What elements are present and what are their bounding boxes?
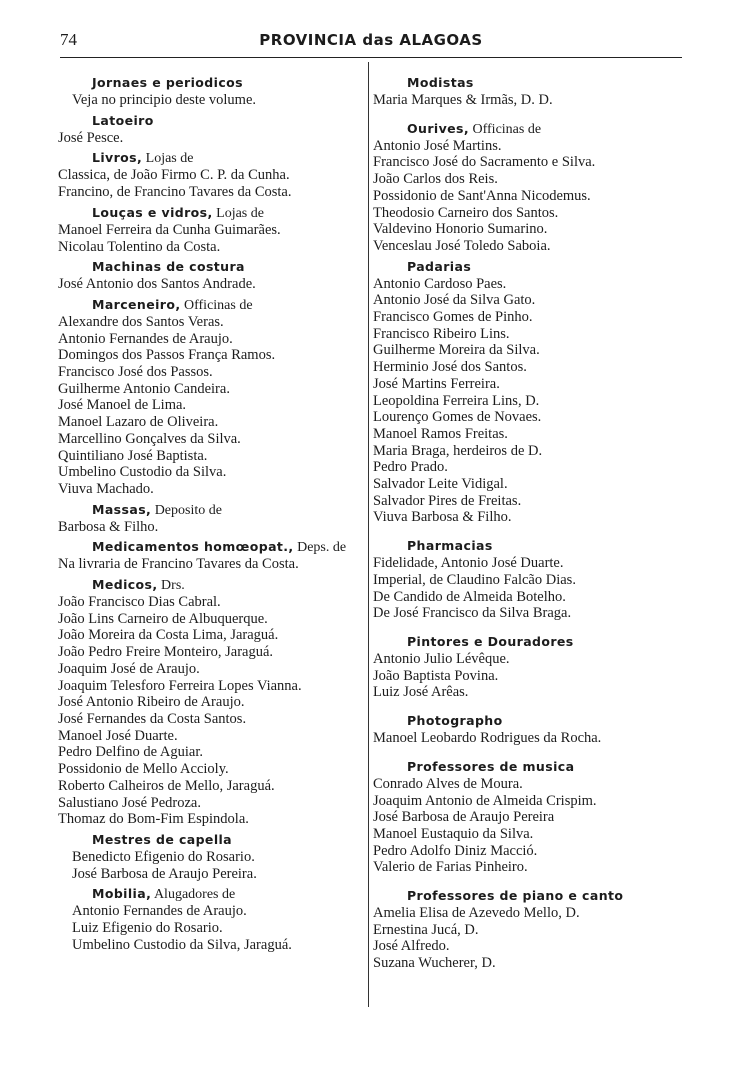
directory-entry: Venceslau José Toledo Saboia. [373, 237, 551, 254]
directory-entry: Barbosa & Filho. [58, 518, 159, 535]
directory-entry: Manoel Leobardo Rodrigues da Rocha. [373, 730, 602, 747]
directory-entry: Ernestina Jucá, D. [373, 921, 479, 938]
directory-entry: Luiz José Arêas. [373, 684, 469, 701]
directory-entry: Manoel Ramos Freitas. [373, 425, 508, 442]
section-heading [373, 712, 678, 730]
section-heading-title: Louças e vidros, [92, 204, 213, 220]
section-heading-suffix: Alugadores de [151, 887, 236, 903]
directory-entry: José Barbosa de Araujo Pereira. [72, 865, 257, 882]
directory-entry: Theodosio Carneiro dos Santos. [373, 204, 559, 221]
section-ourives [373, 120, 678, 255]
directory-entry: Francisco Gomes de Pinho. [373, 309, 533, 326]
section-heading [58, 501, 372, 519]
section-heading [58, 112, 372, 130]
section-professores-de-piano-e-canto [373, 887, 678, 972]
section-modistas [373, 74, 678, 109]
directory-entry: Alexandre dos Santos Veras. [58, 313, 224, 330]
section-heading [373, 633, 678, 651]
directory-entry: Joaquim Antonio de Almeida Crispim. [373, 792, 597, 809]
directory-entry: Suzana Wucherer, D. [373, 955, 496, 972]
section-heading-suffix: Officinas de [180, 297, 253, 313]
section-jornaes-e-periodicos [58, 74, 372, 109]
right-column [373, 74, 678, 975]
section-heading-title: Pharmacias [407, 538, 493, 554]
directory-entry: Antonio José Martins. [373, 137, 502, 154]
directory-entry: Pedro Delfino de Aguiar. [58, 744, 203, 761]
directory-entry: João Moreira da Costa Lima, Jaraguá. [58, 627, 279, 644]
section-heading-title: Mestres de capella [92, 831, 233, 847]
directory-entry: Manoel José Duarte. [58, 727, 178, 744]
directory-entry: Thomaz do Bom-Fim Espindola. [58, 811, 249, 828]
section-heading [373, 74, 678, 92]
section-pharmacias [373, 537, 678, 622]
directory-entry: Francisco José do Sacramento e Silva. [373, 154, 596, 171]
directory-entry: Luiz Efigenio do Rosario. [72, 920, 223, 937]
directory-entry: Na livraria de Francino Tavares da Costa. [58, 556, 299, 573]
section-spacer [373, 529, 678, 537]
section-medicamentos-hom-opat [58, 538, 372, 573]
directory-entry: De José Francisco da Silva Braga. [373, 605, 572, 622]
directory-entry: Umbelino Custodio da Silva. [58, 464, 227, 481]
section-heading [58, 149, 372, 167]
section-heading [58, 204, 372, 222]
section-heading-title: Massas, [92, 501, 152, 517]
directory-entry: Francino, de Francino Tavares da Costa. [58, 184, 292, 201]
section-heading [373, 537, 678, 555]
section-spacer [373, 879, 678, 887]
directory-entry: Fidelidade, Antonio José Duarte. [373, 555, 564, 572]
directory-entry: Roberto Calheiros de Mello, Jaraguá. [58, 777, 275, 794]
directory-entry: Maria Marques & Irmãs, D. D. [373, 92, 553, 108]
directory-entry: João Francisco Dias Cabral. [58, 594, 221, 611]
directory-entry: Antonio Julio Lévêque. [373, 650, 510, 667]
directory-entry: Antonio Cardoso Paes. [373, 275, 507, 292]
directory-entry: José Fernandes da Costa Santos. [58, 710, 247, 727]
directory-entry: João Baptista Povina. [373, 667, 499, 684]
directory-entry: Antonio José da Silva Gato. [373, 292, 536, 309]
directory-entry: Lourenço Gomes de Novaes. [373, 409, 542, 426]
directory-entry: Valerio de Farias Pinheiro. [373, 859, 528, 876]
directory-entry: Antonio Fernandes de Araujo. [72, 903, 247, 920]
directory-entry: Pedro Prado. [373, 459, 448, 476]
directory-entry: José Antonio Ribeiro de Araujo. [58, 694, 245, 711]
left-column [58, 74, 372, 956]
directory-entry: Veja no principio deste volume. [72, 92, 257, 108]
section-marceneiro [58, 296, 372, 498]
section-heading-title: Latoeiro [92, 112, 154, 128]
section-pintores-e-douradores [373, 633, 678, 701]
section-livros [58, 149, 372, 200]
section-heading-title: Padarias [407, 258, 472, 274]
directory-entry: Herminio José dos Santos. [373, 359, 527, 376]
directory-entry: Salustiano José Pedroza. [58, 794, 201, 811]
section-heading-title: Ourives, [407, 120, 469, 136]
section-heading [373, 758, 678, 776]
directory-entry: Joaquim José de Araujo. [58, 660, 200, 677]
section-heading-title: Photographo [407, 713, 503, 729]
section-medicos [58, 576, 372, 828]
page-number: 74 [60, 30, 77, 49]
page-header [60, 30, 682, 54]
section-heading [58, 74, 372, 92]
section-heading [373, 258, 678, 276]
section-heading [58, 885, 372, 903]
directory-entry: Guilherme Moreira da Silva. [373, 342, 540, 359]
section-heading-title: Livros, [92, 150, 143, 166]
header-rule [60, 57, 682, 58]
directory-entry: José Pesce. [58, 129, 124, 146]
section-spacer [373, 704, 678, 712]
section-heading [58, 258, 372, 276]
section-heading [58, 538, 372, 556]
directory-entry: Possidonio de Sant'Anna Nicodemus. [373, 187, 591, 204]
directory-entry: Valdevino Honorio Sumarino. [373, 221, 548, 238]
directory-entry: Manoel Eustaquio da Silva. [373, 825, 534, 842]
directory-entry: Umbelino Custodio da Silva, Jaraguá. [72, 936, 292, 953]
directory-entry: José Alfredo. [373, 938, 450, 955]
directory-entry: Viuva Machado. [58, 480, 154, 497]
directory-entry: Classica, de João Firmo C. P. da Cunha. [58, 167, 290, 184]
section-spacer [373, 750, 678, 758]
directory-entry: Francisco José dos Passos. [58, 364, 213, 381]
directory-entry: Maria Braga, herdeiros de D. [373, 442, 543, 459]
directory-entry: Joaquim Telesforo Ferreira Lopes Vianna. [58, 677, 302, 694]
section-heading-suffix: Deps. de [293, 540, 347, 556]
directory-entry: Marcellino Gonçalves da Silva. [58, 430, 241, 447]
directory-entry: Benedicto Efigenio do Rosario. [72, 848, 255, 865]
directory-entry: Pedro Adolfo Diniz Macció. [373, 842, 538, 859]
section-heading-title: Machinas de costura [92, 259, 245, 275]
page-title: PROVINCIA das ALAGOAS [259, 31, 483, 49]
directory-entry: José Barbosa de Araujo Pereira [373, 809, 555, 826]
section-heading [58, 831, 372, 849]
directory-entry: Imperial, de Claudino Falcão Dias. [373, 571, 576, 588]
section-heading-title: Mobilia, [92, 886, 152, 902]
section-heading-title: Medicos, [92, 577, 158, 593]
section-professores-de-musica [373, 758, 678, 876]
directory-entry: Francisco Ribeiro Lins. [373, 325, 510, 342]
section-mobilia [58, 885, 372, 953]
directory-entry: José Manoel de Lima. [58, 397, 187, 414]
directory-entry: Antonio Fernandes de Araujo. [58, 330, 233, 347]
directory-entry: João Carlos dos Reis. [373, 171, 498, 188]
directory-entry: Viuva Barbosa & Filho. [373, 509, 512, 526]
section-heading-title: Medicamentos homœopat., [92, 539, 294, 555]
section-heading-suffix: Deposito de [151, 502, 222, 518]
section-photographo [373, 712, 678, 747]
directory-entry: Possidonio de Mello Accioly. [58, 761, 229, 778]
section-loucas-e-vidros [58, 204, 372, 255]
directory-entry: Manoel Ferreira da Cunha Guimarães. [58, 221, 281, 238]
section-latoeiro [58, 112, 372, 147]
section-massas [58, 501, 372, 536]
directory-entry: Amelia Elisa de Azevedo Mello, D. [373, 905, 580, 922]
directory-entry: José Martins Ferreira. [373, 375, 500, 392]
section-spacer [373, 112, 678, 120]
section-heading-title: Professores de musica [407, 758, 575, 774]
directory-entry: Salvador Leite Vidigal. [373, 476, 508, 493]
section-heading-suffix: Lojas de [142, 151, 194, 167]
directory-entry: Quintiliano José Baptista. [58, 447, 208, 464]
directory-entry: Conrado Alves de Moura. [373, 775, 523, 792]
section-spacer [373, 625, 678, 633]
directory-entry: Leopoldina Ferreira Lins, D. [373, 392, 540, 409]
directory-entry: Guilherme Antonio Candeira. [58, 380, 230, 397]
directory-entry: De Candido de Almeida Botelho. [373, 588, 566, 605]
section-heading-suffix: Lojas de [212, 205, 264, 221]
directory-entry: José Antonio dos Santos Andrade. [58, 276, 256, 293]
section-heading [373, 120, 678, 138]
section-machinas-de-costura [58, 258, 372, 293]
section-mestres-de-capella [58, 831, 372, 882]
section-heading [58, 576, 372, 594]
directory-entry: João Pedro Freire Monteiro, Jaraguá. [58, 644, 274, 661]
directory-entry: Manoel Lazaro de Oliveira. [58, 414, 219, 431]
section-heading [373, 887, 678, 905]
section-padarias [373, 258, 678, 527]
section-heading-title: Jornaes e periodicos [92, 75, 243, 90]
section-heading-title: Pintores e Douradores [407, 633, 574, 649]
directory-entry: João Lins Carneiro de Albuquerque. [58, 610, 268, 627]
section-heading-suffix: Drs. [157, 578, 185, 594]
section-heading-title: Professores de piano e canto [407, 888, 624, 904]
section-heading-title: Marceneiro, [92, 296, 181, 312]
section-heading-title: Modistas [407, 75, 474, 90]
directory-entry: Salvador Pires de Freitas. [373, 492, 522, 509]
section-heading-suffix: Officinas de [469, 121, 542, 137]
section-heading [58, 296, 372, 314]
directory-entry: Domingos dos Passos França Ramos. [58, 347, 276, 364]
directory-entry: Nicolau Tolentino da Costa. [58, 238, 221, 255]
